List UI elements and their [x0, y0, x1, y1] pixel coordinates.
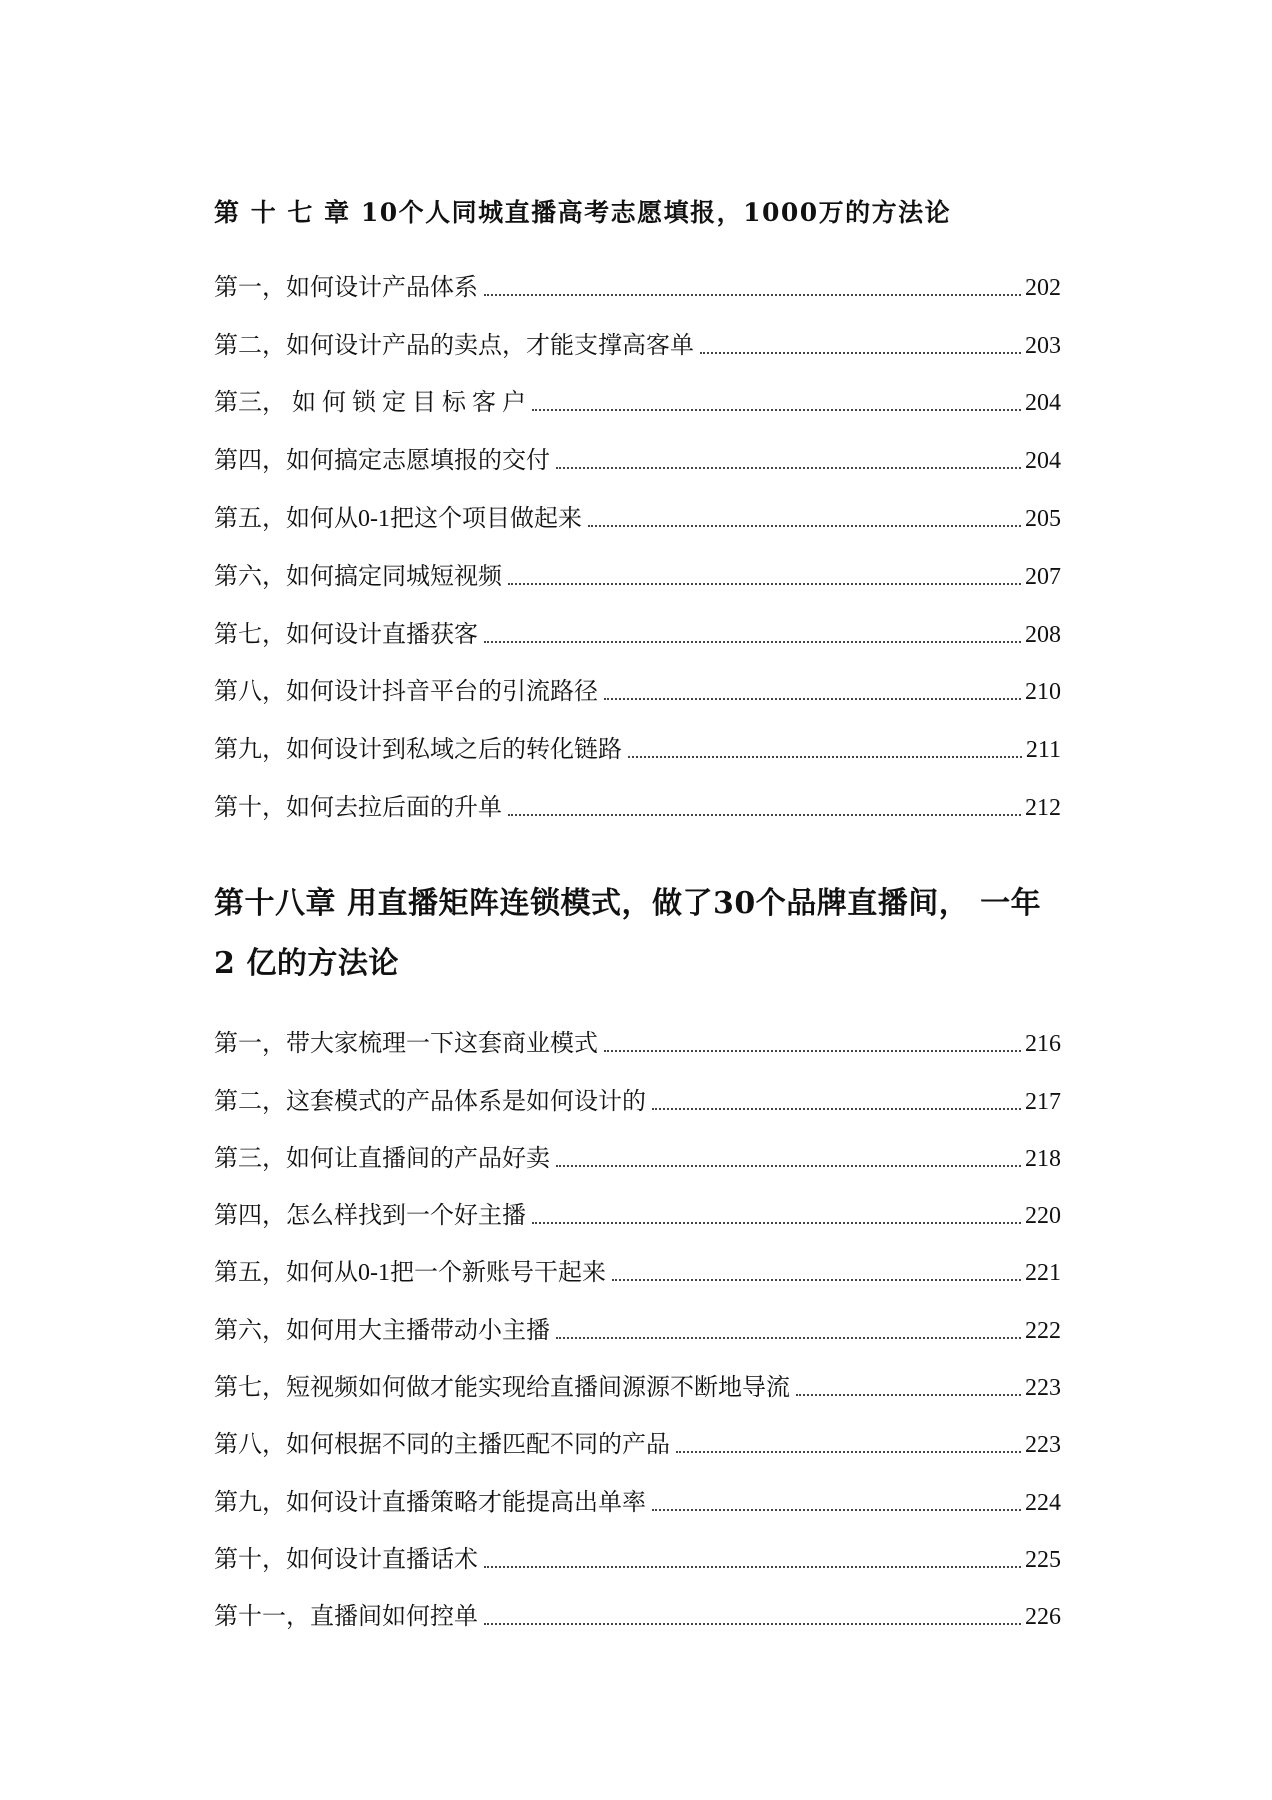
- dot-leader: [484, 294, 1021, 296]
- dot-leader: [604, 698, 1021, 700]
- toc-entry[interactable]: [214, 246, 1061, 304]
- toc-entry-label: 第九，如何设计到私域之后的转化链路: [214, 737, 622, 764]
- toc-entry-page-number: 221: [1025, 1260, 1061, 1287]
- dot-leader: [588, 525, 1021, 527]
- toc-entry-page-number: 207: [1025, 563, 1061, 590]
- toc-entry[interactable]: [214, 1347, 1061, 1404]
- dot-leader: [532, 409, 1021, 411]
- dot-leader: [652, 1108, 1021, 1110]
- dot-leader: [484, 1566, 1021, 1568]
- dot-leader: [532, 1222, 1021, 1224]
- toc-entry-page-number: 204: [1025, 390, 1061, 417]
- toc-entry-label: 第一，带大家梳理一下这套商业模式: [214, 1031, 598, 1058]
- dot-leader: [628, 756, 1022, 758]
- toc-entry[interactable]: [214, 1461, 1061, 1518]
- toc-entry-page-number: 218: [1025, 1145, 1061, 1172]
- dot-leader: [556, 1337, 1021, 1339]
- dot-leader: [700, 352, 1021, 354]
- toc-entry-page-number: 204: [1025, 448, 1061, 475]
- dot-leader: [604, 1050, 1021, 1052]
- toc-entry[interactable]: [214, 1118, 1061, 1175]
- dot-leader: [508, 583, 1021, 585]
- toc-entry-label: 第八，如何设计抖音平台的引流路径: [214, 679, 598, 706]
- toc-entry[interactable]: [214, 1404, 1061, 1461]
- toc-entry[interactable]: [214, 651, 1061, 709]
- toc-entry-page-number: 203: [1025, 332, 1061, 359]
- toc-entry-label: 第六，如何搞定同城短视频: [214, 563, 502, 590]
- toc-entry-label: 第二，如何设计产品的卖点，才能支撑高客单: [214, 332, 694, 359]
- toc-entry[interactable]: [214, 708, 1061, 766]
- toc-entry[interactable]: [214, 1289, 1061, 1346]
- dot-leader: [796, 1394, 1021, 1396]
- toc-entry-page-number: 211: [1025, 737, 1061, 764]
- dot-leader: [652, 1509, 1021, 1511]
- toc-entry[interactable]: [214, 1003, 1061, 1060]
- dot-leader: [508, 814, 1021, 816]
- toc-entry-label: 第一，如何设计产品体系: [214, 274, 478, 301]
- toc-entry[interactable]: [214, 1232, 1061, 1289]
- toc-entry[interactable]: [214, 419, 1061, 477]
- toc-entry-label: 第三， 如 何 锁 定 目 标 客 户: [214, 390, 526, 417]
- toc-entry-label: 第四，怎么样找到一个好主播: [214, 1203, 526, 1230]
- toc-entry-page-number: 225: [1025, 1546, 1061, 1573]
- toc-entry[interactable]: [214, 477, 1061, 535]
- dot-leader: [676, 1451, 1021, 1453]
- toc-entry-label: 第八，如何根据不同的主播匹配不同的产品: [214, 1432, 670, 1459]
- toc-entry[interactable]: [214, 593, 1061, 651]
- toc-entry[interactable]: [214, 766, 1061, 824]
- toc-entry[interactable]: [214, 535, 1061, 593]
- toc-entry-page-number: 224: [1025, 1489, 1061, 1516]
- chapter-18-title-line-2: 2 亿的方法论: [214, 946, 399, 981]
- toc-entry-page-number: 212: [1025, 794, 1061, 821]
- chapter-17-title: 第 十 七 章 10个人同城直播高考志愿填报，1000万的方法论: [214, 198, 952, 227]
- toc-entry-label: 第六，如何用大主播带动小主播: [214, 1317, 550, 1344]
- toc-entry[interactable]: [214, 362, 1061, 420]
- toc-entry-label: 第十，如何去拉后面的升单: [214, 794, 502, 821]
- toc-entry-page-number: 208: [1025, 621, 1061, 648]
- toc-entry[interactable]: [214, 1060, 1061, 1117]
- dot-leader: [612, 1279, 1021, 1281]
- chapter-17-toc-list: [214, 246, 1061, 824]
- dot-leader: [484, 641, 1021, 643]
- toc-entry-label: 第十，如何设计直播话术: [214, 1546, 478, 1573]
- toc-entry[interactable]: [214, 304, 1061, 362]
- chapter-18-title-line-1: 第十八章 用直播矩阵连锁模式，做了30个品牌直播间， 一年: [214, 886, 1042, 921]
- toc-entry-label: 第四，如何搞定志愿填报的交付: [214, 448, 550, 475]
- toc-entry-page-number: 205: [1025, 505, 1061, 532]
- toc-entry-page-number: 226: [1025, 1604, 1061, 1631]
- toc-entry-label: 第五，如何从0-1把这个项目做起来: [214, 505, 582, 532]
- toc-entry-page-number: 223: [1025, 1375, 1061, 1402]
- toc-entry-page-number: 202: [1025, 274, 1061, 301]
- toc-entry-label: 第三，如何让直播间的产品好卖: [214, 1145, 550, 1172]
- dot-leader: [556, 467, 1021, 469]
- toc-entry[interactable]: [214, 1519, 1061, 1576]
- dot-leader: [484, 1623, 1021, 1625]
- toc-entry[interactable]: [214, 1175, 1061, 1232]
- toc-entry[interactable]: [214, 1576, 1061, 1633]
- toc-entry-page-number: 222: [1025, 1317, 1061, 1344]
- toc-entry-label: 第七，短视频如何做才能实现给直播间源源不断地导流: [214, 1375, 790, 1402]
- toc-entry-page-number: 223: [1025, 1432, 1061, 1459]
- toc-entry-page-number: 220: [1025, 1203, 1061, 1230]
- toc-entry-label: 第十一，直播间如何控单: [214, 1604, 478, 1631]
- toc-entry-page-number: 216: [1025, 1031, 1061, 1058]
- toc-entry-page-number: 210: [1025, 679, 1061, 706]
- toc-entry-label: 第九，如何设计直播策略才能提高出单率: [214, 1489, 646, 1516]
- toc-entry-label: 第五，如何从0-1把一个新账号干起来: [214, 1260, 606, 1287]
- dot-leader: [556, 1165, 1021, 1167]
- toc-entry-label: 第七，如何设计直播获客: [214, 621, 478, 648]
- chapter-18-toc-list: [214, 1003, 1061, 1633]
- toc-entry-label: 第二，这套模式的产品体系是如何设计的: [214, 1088, 646, 1115]
- toc-entry-page-number: 217: [1025, 1088, 1061, 1115]
